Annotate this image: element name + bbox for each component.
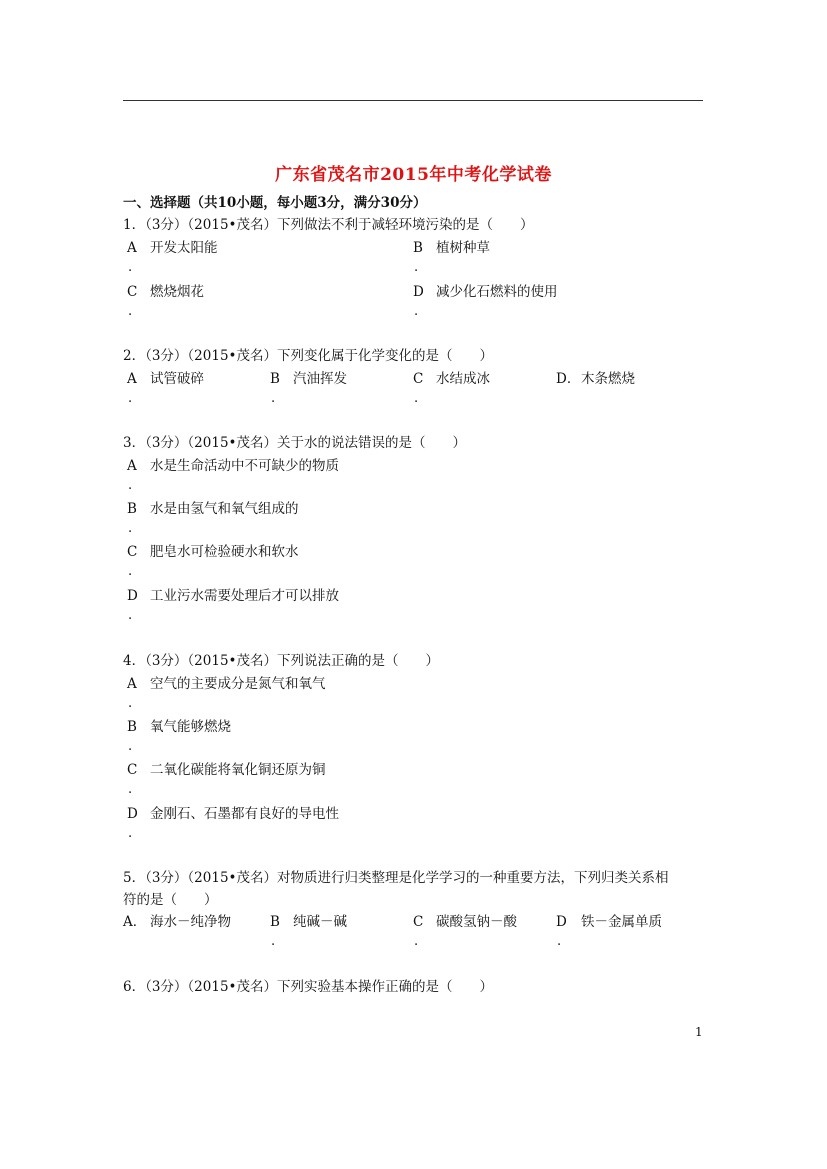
q4-option-a-text: 空气的主要成分是氮气和氧气 — [150, 676, 326, 692]
q2-option-c-letter: C — [413, 371, 424, 387]
q1-option-d-letter: D — [413, 284, 424, 300]
q4-option-c-text: 二氧化碳能将氧化铜还原为铜 — [150, 762, 326, 778]
q4-option-b-letter: B — [127, 719, 137, 735]
q5-option-d-letter: D — [556, 914, 567, 930]
q1-option-a-letter: A — [127, 240, 137, 256]
q4-option-b-text: 氧气能够燃烧 — [150, 719, 231, 735]
q5-option-c-text: 碳酸氢钠－酸 — [436, 914, 517, 930]
q1-option-b-text: 植树种草 — [436, 240, 490, 256]
q3-option-a-text: 水是生命活动中不可缺少的物质 — [150, 458, 339, 474]
q4-option-c-letter: C — [127, 762, 138, 778]
q1-option-c-letter: C — [127, 284, 138, 300]
q1-option-d-text: 减少化石燃料的使用 — [436, 284, 558, 300]
q5-c-dot: . — [414, 934, 419, 949]
q5-option-d-text: 铁－金属单质 — [581, 914, 662, 930]
q1-d-dot: . — [414, 304, 419, 319]
q4-b-dot: . — [128, 739, 133, 754]
q2-option-a-letter: A — [127, 371, 137, 387]
question-4-stem: 4．（3分）（2015•茂名）下列说法正确的是（ ） — [123, 653, 439, 669]
q5-option-b-letter: B — [270, 914, 280, 930]
q2-option-c-text: 水结成冰 — [436, 371, 490, 387]
q5-d-dot: . — [557, 934, 562, 949]
question-6-stem: 6．（3分）（2015•茂名）下列实验基本操作正确的是（ ） — [123, 979, 493, 995]
q4-option-d-text: 金刚石、石墨都有良好的导电性 — [150, 806, 339, 822]
q2-option-a-text: 试管破碎 — [150, 371, 204, 387]
q5-option-a-letter: A． — [123, 914, 147, 930]
q4-option-d-letter: D — [127, 806, 138, 822]
question-5-stem: 5．（3分）（2015•茂名）对物质进行归类整理是化学学习的一种重要方法，下列归类关系相 — [123, 870, 669, 886]
q3-c-dot: . — [128, 564, 133, 579]
q1-b-dot: . — [414, 260, 419, 275]
q3-a-dot: . — [128, 478, 133, 493]
q4-a-dot: . — [128, 696, 133, 711]
q1-option-c-text: 燃烧烟花 — [150, 284, 204, 300]
q3-option-b-text: 水是由氢气和氧气组成的 — [150, 501, 299, 517]
q2-b-dot: . — [271, 391, 276, 406]
question-5-stem-cont: 符的是（ ） — [123, 892, 218, 908]
q3-option-d-text: 工业污水需要处理后才可以排放 — [150, 588, 339, 604]
q3-option-b-letter: B — [127, 501, 137, 517]
q2-option-d-text: 木条燃烧 — [581, 371, 635, 387]
q3-d-dot: . — [128, 608, 133, 623]
q4-c-dot: . — [128, 782, 133, 797]
question-1-stem: 1．（3分）（2015•茂名）下列做法不利于减轻环境污染的是（ ） — [123, 217, 534, 233]
q2-option-b-letter: B — [270, 371, 280, 387]
q2-c-dot: . — [414, 391, 419, 406]
page-number: 1 — [695, 1025, 703, 1039]
q4-d-dot: . — [128, 826, 133, 841]
q4-option-a-letter: A — [127, 676, 137, 692]
q3-option-d-letter: D — [127, 588, 138, 604]
q3-option-c-letter: C — [127, 544, 138, 560]
q3-option-a-letter: A — [127, 458, 137, 474]
q2-option-d-letter: D． — [556, 371, 581, 387]
q5-option-b-text: 纯碱－碱 — [293, 914, 347, 930]
q5-b-dot: . — [271, 934, 276, 949]
question-3-stem: 3．（3分）（2015•茂名）关于水的说法错误的是（ ） — [123, 435, 466, 451]
q5-option-a-text: 海水－纯净物 — [150, 914, 231, 930]
q2-a-dot: . — [128, 391, 133, 406]
question-2-stem: 2．（3分）（2015•茂名）下列变化属于化学变化的是（ ） — [123, 348, 493, 364]
q3-b-dot: . — [128, 521, 133, 536]
q2-option-b-text: 汽油挥发 — [293, 371, 347, 387]
q1-option-a-text: 开发太阳能 — [150, 240, 218, 256]
q1-option-b-letter: B — [413, 240, 423, 256]
header-rule — [123, 100, 703, 101]
section-heading: 一、选择题（共10小题，每小题3分，满分30分） — [123, 195, 427, 211]
q5-option-c-letter: C — [413, 914, 424, 930]
q1-c-dot: . — [128, 304, 133, 319]
page-title: 广东省茂名市2015年中考化学试卷 — [275, 165, 552, 185]
q1-a-dot: . — [128, 260, 133, 275]
q3-option-c-text: 肥皂水可检验硬水和软水 — [150, 544, 299, 560]
